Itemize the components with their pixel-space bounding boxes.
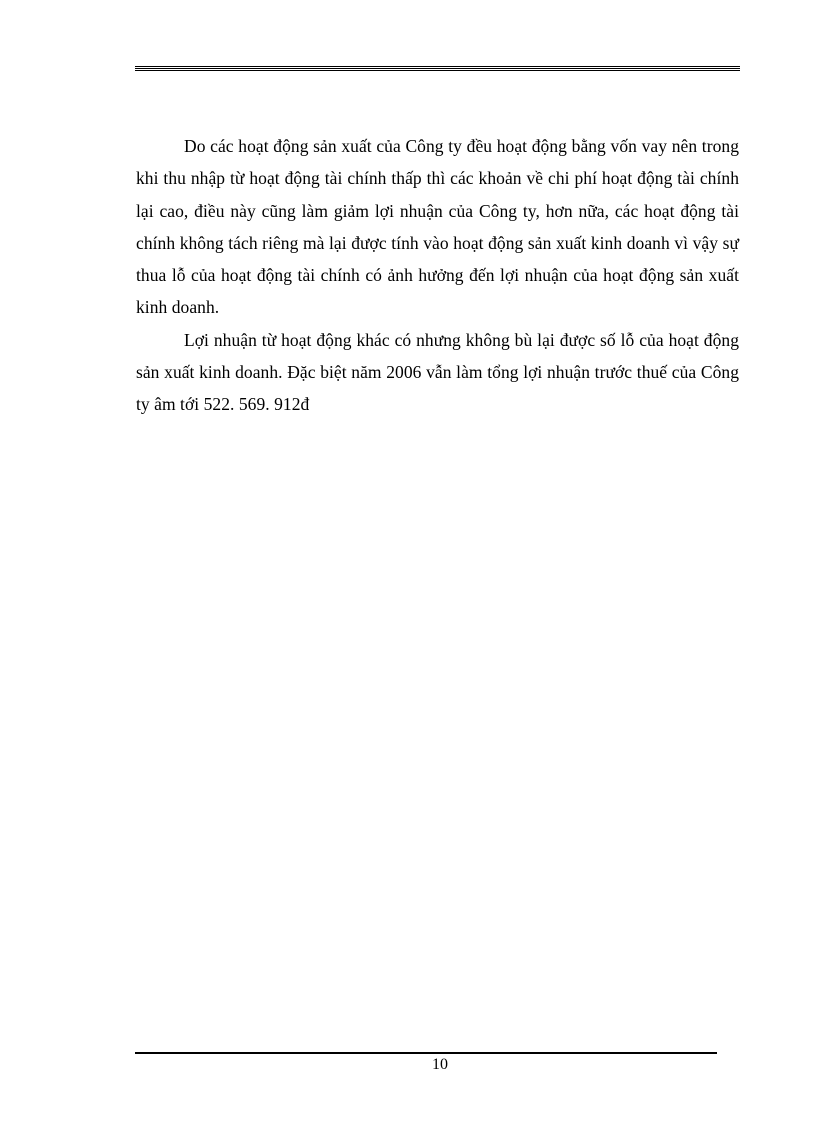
- document-body: [136, 130, 739, 421]
- footer-rule: [135, 1052, 717, 1054]
- header-rule: [135, 66, 740, 71]
- paragraph-other-profit: Lợi nhuận từ hoạt động khác có nhưng không bù lại được số lỗ của hoạt động sản xuất kinh doanh. Đặc biệt năm 2006 vẫn làm tổng lợi nhuận trước thuế của Công ty âm tới 522. 569. 912đ: [136, 329, 739, 415]
- paragraph-financial-activities: Do các hoạt động sản xuất của Công ty đều hoạt động bằng vốn vay nên trong khi thu nhập từ hoạt động tài chính thấp thì các khoản về chi phí hoạt động tài chính lại cao, điều này cũng làm giảm lợi nhuận của Công ty, hơn nữa, các hoạt động tài chính không tách riêng mà lại được tính vào hoạt động sản xuất kinh doanh vì vậy sự thua lỗ của hoạt động tài chính có ảnh hưởng đến lợi nhuận của hoạt động sản xuất kinh doanh.: [136, 136, 739, 318]
- page-number: 10: [432, 1056, 448, 1073]
